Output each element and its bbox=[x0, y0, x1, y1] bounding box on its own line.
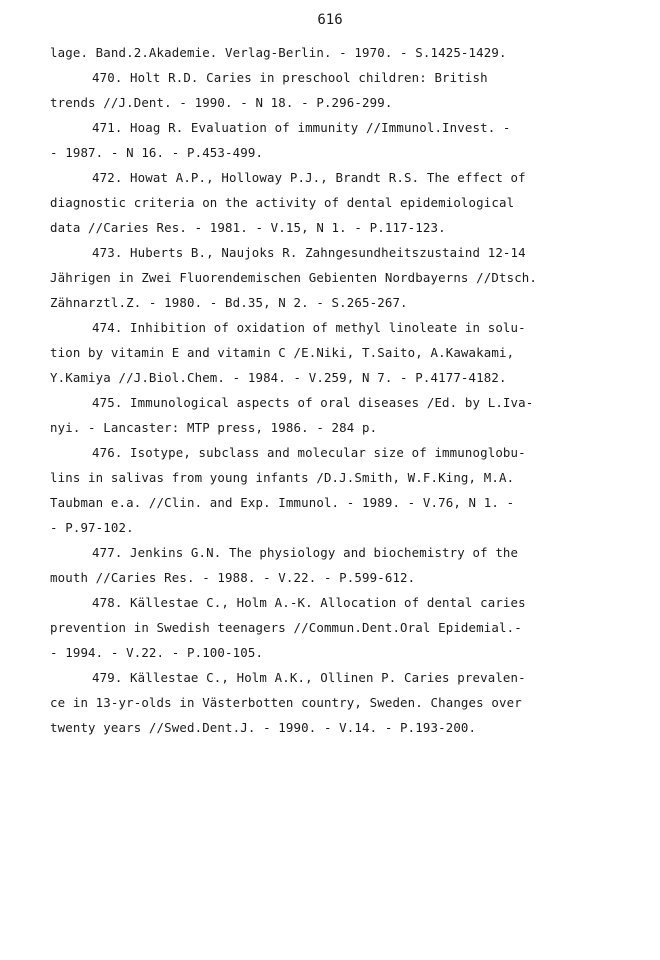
reference-line: 473. Huberts B., Naujoks R. Zahngesundheitszustaind 12-14 bbox=[92, 245, 526, 260]
reference-line: trends //J.Dent. - 1990. - N 18. - P.296-299. bbox=[50, 95, 393, 110]
reference-line: - 1994. - V.22. - P.100-105. bbox=[50, 645, 264, 660]
reference-line: 474. Inhibition of oxidation of methyl linoleate in solu- bbox=[92, 320, 526, 335]
page-number: 616 bbox=[317, 12, 343, 28]
reference-line: Taubman e.a. //Clin. and Exp. Immunol. - 1989. - V.76, N 1. - bbox=[50, 495, 515, 510]
reference-line: mouth //Caries Res. - 1988. - V.22. - P.599-612. bbox=[50, 570, 416, 585]
reference-line: - P.97-102. bbox=[50, 520, 134, 535]
reference-line: lage. Band.2.Akademie. Verlag-Berlin. - 1970. - S.1425-1429. bbox=[50, 45, 507, 60]
reference-line: 478. Källestae C., Holm A.-K. Allocation of dental caries bbox=[92, 595, 526, 610]
reference-line: prevention in Swedish teenagers //Commun.Dent.Oral Epidemial.- bbox=[50, 620, 522, 635]
reference-line: nyi. - Lancaster: MTP press, 1986. - 284 p. bbox=[50, 420, 378, 435]
reference-line: 475. Immunological aspects of oral diseases /Ed. by L.Iva- bbox=[92, 395, 534, 410]
reference-line: 472. Howat A.P., Holloway P.J., Brandt R.S. The effect of bbox=[92, 170, 526, 185]
reference-line: Y.Kamiya //J.Biol.Chem. - 1984. - V.259, N 7. - P.4177-4182. bbox=[50, 370, 507, 385]
reference-line: ce in 13-yr-olds in Västerbotten country, Sweden. Changes over bbox=[50, 695, 522, 710]
reference-line: tion by vitamin E and vitamin C /E.Niki, T.Saito, A.Kawakami, bbox=[50, 345, 515, 360]
reference-line: 477. Jenkins G.N. The physiology and biochemistry of the bbox=[92, 545, 519, 560]
reference-line: Zähnarztl.Z. - 1980. - Bd.35, N 2. - S.265-267. bbox=[50, 295, 408, 310]
reference-line: Jährigen in Zwei Fluorendemischen Gebienten Nordbayerns //Dtsch. bbox=[50, 270, 538, 285]
reference-line: data //Caries Res. - 1981. - V.15, N 1. - P.117-123. bbox=[50, 220, 446, 235]
reference-line: 479. Källestae C., Holm A.K., Ollinen P. Caries prevalen- bbox=[92, 670, 526, 685]
reference-line: lins in salivas from young infants /D.J.Smith, W.F.King, M.A. bbox=[50, 470, 515, 485]
reference-line: 471. Hoag R. Evaluation of immunity //Immunol.Invest. - bbox=[92, 120, 511, 135]
reference-line: 470. Holt R.D. Caries in preschool children: British bbox=[92, 70, 488, 85]
reference-line: diagnostic criteria on the activity of dental epidemiological bbox=[50, 195, 515, 210]
reference-line: 476. Isotype, subclass and molecular size of immunoglobu- bbox=[92, 445, 526, 460]
reference-line: - 1987. - N 16. - P.453-499. bbox=[50, 145, 264, 160]
reference-line: twenty years //Swed.Dent.J. - 1990. - V.14. - P.193-200. bbox=[50, 720, 477, 735]
reference-list bbox=[50, 40, 610, 740]
